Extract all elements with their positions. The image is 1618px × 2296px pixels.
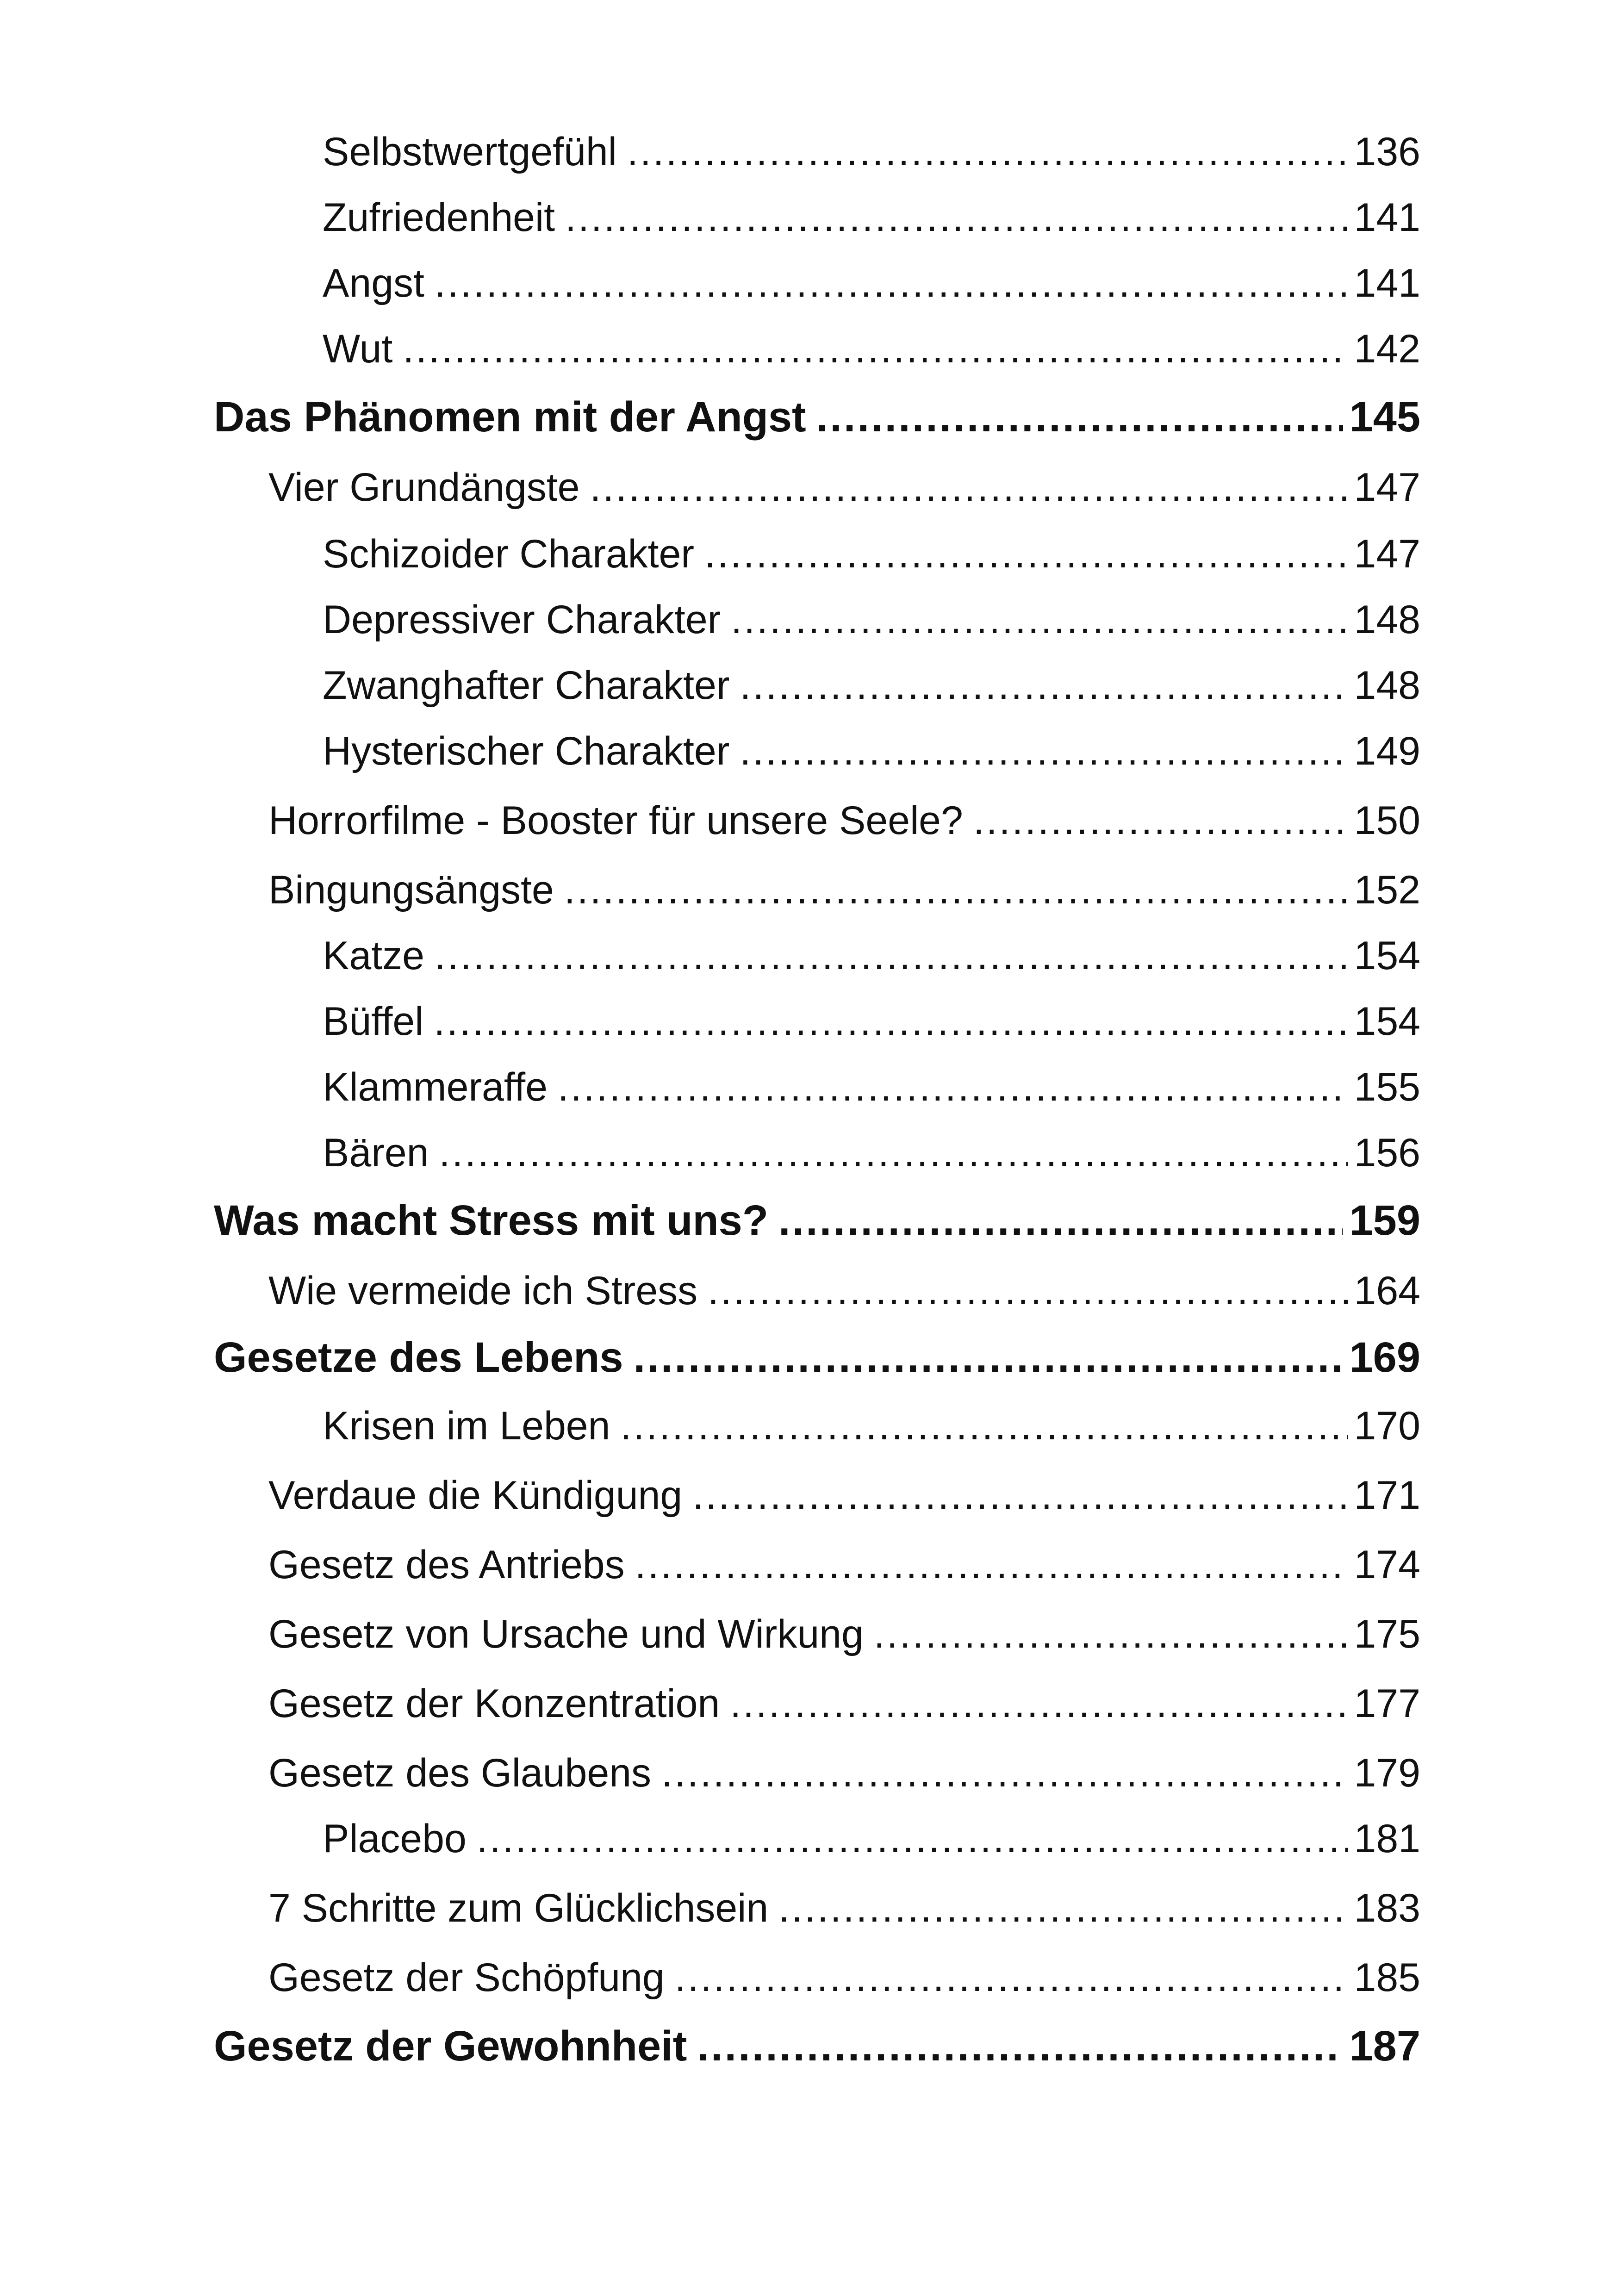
toc-entry-page-number: 156 <box>1354 1131 1420 1175</box>
toc-dot-leader <box>635 1537 1348 1593</box>
toc-entry-angst <box>323 255 1420 311</box>
toc-chapter-was-macht-stress-mit-uns <box>214 1193 1420 1248</box>
toc-entry-wut <box>323 321 1420 377</box>
toc-entry-zufriedenheit <box>323 190 1420 245</box>
toc-entry-title: Vier Grundängste <box>268 465 580 510</box>
toc-entry-title: Katze <box>323 933 424 978</box>
toc-entry-page-number: 149 <box>1354 729 1420 773</box>
toc-entry-placebo <box>323 1811 1420 1867</box>
toc-dot-leader <box>740 723 1347 779</box>
toc-entry-page-number: 170 <box>1354 1404 1420 1448</box>
toc-entry-verdaue-die-kuendigung <box>268 1468 1420 1523</box>
toc-entry-page-number: 142 <box>1354 327 1420 371</box>
toc-entry-page-number: 141 <box>1354 195 1420 240</box>
toc-entry-page-number: 154 <box>1354 999 1420 1044</box>
toc-entry-krisen-im-leben <box>323 1398 1420 1454</box>
toc-entry-schizoider-charakter <box>323 526 1420 582</box>
toc-entry-page-number: 148 <box>1354 597 1420 642</box>
toc-entry-title: Gesetz der Gewohnheit <box>214 2022 687 2070</box>
toc-entry-gesetz-des-antriebs <box>268 1537 1420 1593</box>
toc-dot-leader <box>778 1193 1343 1248</box>
toc-entry-page-number: 164 <box>1354 1269 1420 1313</box>
toc-entry-page-number: 152 <box>1354 868 1420 912</box>
toc-chapter-das-phaenomen-mit-der-angst <box>214 389 1420 445</box>
toc-entry-page-number: 187 <box>1349 2022 1420 2070</box>
toc-entry-zwanghafter-charakter <box>323 658 1420 713</box>
toc-dot-leader <box>435 255 1348 311</box>
toc-entry-page-number: 147 <box>1354 465 1420 510</box>
toc-entry-title: Was macht Stress mit uns? <box>214 1197 769 1244</box>
toc-entry-title: Gesetze des Lebens <box>214 1334 623 1381</box>
toc-dot-leader <box>403 321 1347 377</box>
toc-dot-leader <box>816 389 1343 445</box>
toc-entry-title: 7 Schritte zum Glücklichsein <box>268 1886 769 1930</box>
toc-entry-title: Zwanghafter Charakter <box>323 663 730 708</box>
toc-dot-leader <box>708 1263 1347 1319</box>
toc-dot-leader <box>590 460 1348 515</box>
toc-entry-page-number: 183 <box>1354 1886 1420 1930</box>
toc-dot-leader <box>477 1811 1348 1867</box>
toc-entry-bueffel <box>323 994 1420 1049</box>
toc-entry-page-number: 147 <box>1354 532 1420 576</box>
toc-entry-horrorfilme <box>268 793 1420 848</box>
toc-entry-page-number: 136 <box>1354 130 1420 174</box>
toc-entry-page-number: 177 <box>1354 1681 1420 1726</box>
toc-dot-leader <box>973 793 1348 848</box>
toc-entry-title: Wie vermeide ich Stress <box>268 1269 698 1313</box>
toc-entry-title: Selbstwertgefühl <box>323 130 617 174</box>
toc-entry-title: Krisen im Leben <box>323 1404 610 1448</box>
toc-chapter-gesetz-der-gewohnheit <box>214 2018 1420 2074</box>
toc-entry-title: Bären <box>323 1131 429 1175</box>
toc-entry-title: Verdaue die Kündigung <box>268 1473 683 1518</box>
toc-entry-title: Wut <box>323 327 393 371</box>
toc-dot-leader <box>558 1059 1348 1115</box>
toc-dot-leader <box>675 1950 1348 2005</box>
toc-entry-page-number: 181 <box>1354 1817 1420 1861</box>
toc-entry-title: Hysterischer Charakter <box>323 729 730 773</box>
toc-entry-title: Schizoider Charakter <box>323 532 695 576</box>
toc-entry-baeren <box>323 1125 1420 1181</box>
toc-entry-title: Gesetz des Glaubens <box>268 1751 652 1795</box>
toc-entry-wie-vermeide-ich-stress <box>268 1263 1420 1319</box>
toc-dot-leader <box>439 1125 1348 1181</box>
toc-entry-title: Angst <box>323 261 424 305</box>
toc-dot-leader <box>564 862 1348 918</box>
toc-entry-katze <box>323 928 1420 983</box>
toc-entry-title: Gesetz des Antriebs <box>268 1543 625 1587</box>
toc-entry-bingungsaengste <box>268 862 1420 918</box>
toc-entry-title: Gesetz der Schöpfung <box>268 1955 665 2000</box>
toc-entry-page-number: 159 <box>1349 1197 1420 1244</box>
toc-entry-gesetz-der-konzentration <box>268 1676 1420 1731</box>
toc-entry-title: Placebo <box>323 1817 467 1861</box>
toc-entry-klammeraffe <box>323 1059 1420 1115</box>
toc-entry-page-number: 175 <box>1354 1612 1420 1656</box>
toc-dot-leader <box>634 1330 1343 1385</box>
toc-entry-page-number: 141 <box>1354 261 1420 305</box>
toc-entry-page-number: 154 <box>1354 933 1420 978</box>
toc-entry-title: Gesetz von Ursache und Wirkung <box>268 1612 864 1656</box>
toc-entry-hysterischer-charakter <box>323 723 1420 779</box>
toc-dot-leader <box>874 1606 1348 1662</box>
toc-entry-page-number: 150 <box>1354 798 1420 843</box>
toc-dot-leader <box>740 658 1348 713</box>
toc-dot-leader <box>697 2018 1343 2074</box>
toc-dot-leader <box>434 994 1347 1049</box>
toc-dot-leader <box>627 124 1348 180</box>
toc-entry-page-number: 148 <box>1354 663 1420 708</box>
toc-entry-page-number: 169 <box>1349 1334 1420 1381</box>
toc-entry-title: Büffel <box>323 999 424 1044</box>
toc-dot-leader <box>730 1676 1347 1731</box>
toc-entry-page-number: 174 <box>1354 1543 1420 1587</box>
toc-entry-selbstwertgefuehl <box>323 124 1420 180</box>
toc-entry-title: Horrorfilme - Booster für unsere Seele? <box>268 798 963 843</box>
toc-dot-leader <box>435 928 1348 983</box>
toc-entry-vier-grundaengste <box>268 460 1420 515</box>
toc-entry-page-number: 155 <box>1354 1065 1420 1109</box>
toc-dot-leader <box>778 1880 1347 1936</box>
toc-entry-depressiver-charakter <box>323 592 1420 647</box>
toc-dot-leader <box>704 526 1347 582</box>
toc-entry-gesetz-von-ursache-und-wirkung <box>268 1606 1420 1662</box>
toc-chapter-gesetze-des-lebens <box>214 1330 1420 1385</box>
toc-entry-title: Zufriedenheit <box>323 195 555 240</box>
toc-entry-page-number: 179 <box>1354 1751 1420 1795</box>
toc-dot-leader <box>731 592 1347 647</box>
toc-entry-7-schritte-zum-gluecklichsein <box>268 1880 1420 1936</box>
toc-entry-title: Gesetz der Konzentration <box>268 1681 720 1726</box>
toc-entry-gesetz-der-schoepfung <box>268 1950 1420 2005</box>
toc-dot-leader <box>661 1745 1347 1801</box>
toc-entry-page-number: 145 <box>1349 393 1420 441</box>
toc-dot-leader <box>620 1398 1347 1454</box>
toc-entry-title: Das Phänomen mit der Angst <box>214 393 806 441</box>
toc-entry-title: Bingungsängste <box>268 868 554 912</box>
toc-entry-title: Klammeraffe <box>323 1065 548 1109</box>
toc-entry-page-number: 185 <box>1354 1955 1420 2000</box>
toc-dot-leader <box>565 190 1348 245</box>
toc-entry-gesetz-des-glaubens <box>268 1745 1420 1801</box>
toc-dot-leader <box>692 1468 1347 1523</box>
toc-entry-page-number: 171 <box>1354 1473 1420 1518</box>
toc-entry-title: Depressiver Charakter <box>323 597 721 642</box>
